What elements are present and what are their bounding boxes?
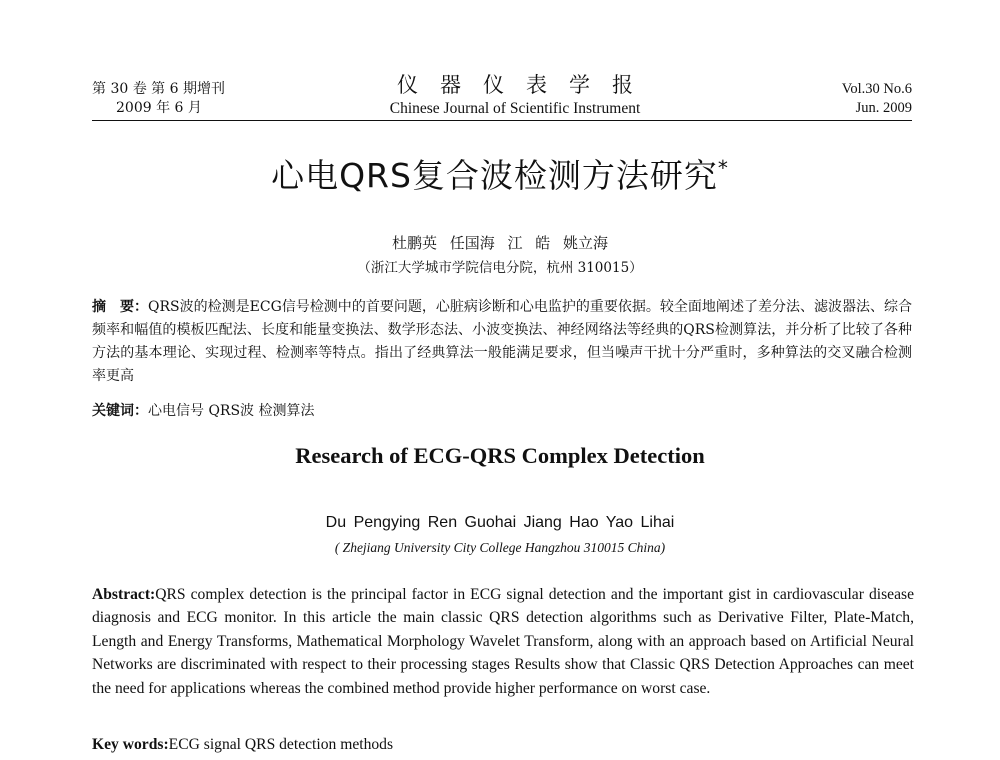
keywords-en [92,736,393,754]
keywords-cn [92,400,315,420]
date-en: Jun. 2009 [855,100,912,116]
abstract-en-label: Abstract: [92,586,156,603]
abstract-cn-label: 摘 要： [92,299,149,315]
keywords-en-label: Key words: [92,736,169,753]
authors-cn: 杜鹏英 任国海 江 皓 姚立海 [391,234,609,252]
authors-en: Du Pengying Ren Guohai Jiang Hao Yao Lihai [325,514,675,531]
affiliation-cn: （浙江大学城市学院信电分院，杭州 310015） [357,260,643,276]
date-cn: 2009 年 6 月 [116,100,202,116]
paper-title-cn [0,150,1000,197]
volume-issue-en: Vol.30 No.6 [841,81,912,97]
header-rule [92,120,912,121]
abstract-cn-text: QRS波的检测是ECG信号检测中的首要问题，心脏病诊断和心电监护的重要依据。较全面地阐述了差分法、滤波器法、综合频率和幅值的模板匹配法、长度和能量变换法、数学形态法、小波变换法、神经网络法等经典的QRS检测算法，并分析了比较了各种方法的基本理论、实现过程、检测率等特点。指出了经典算法一般能满足要求，但当噪声干扰十分严重时，多种算法的交叉融合检测率更高 [92,299,912,384]
keywords-en-text: ECG signal QRS detection methods [168,736,394,753]
header-volume-cn [92,80,225,117]
keywords-cn-text: 心电信号 QRS波 检测算法 [148,403,315,419]
title-footnote-mark: * [717,156,729,180]
volume-issue-cn: 第 30 卷 第 6 期增刊 [92,81,225,97]
paper-title-en: Research of ECG-QRS Complex Detection [295,443,705,468]
title-cn-text: 心电QRS复合波检测方法研究 [271,156,718,195]
abstract-en-text: QRS complex detection is the principal factor in ECG signal detection and the important gist in cardiovascular disease diagnosis and ECG monitor. In this article the main classic QRS detection algorithms such as Derivative Filter, Plate-Match, Length and Energy Transforms, Mathematical Morphology Wavelet Transform, along with an approach based on Artificial Neural Networks are discriminated with respect to their processing stages Results show that Classic QRS Detection Approaches can meet the need for applications whereas the combined method provide higher performance on worst case. [92,586,914,697]
header-volume-en [842,80,912,118]
affiliation-en: ( Zhejiang University City College Hangzhou 310015 China) [334,540,666,555]
abstract-cn [92,296,912,388]
journal-name-cn: 仪器仪表学报 [397,73,655,97]
journal-name-en: Chinese Journal of Scientific Instrument [389,100,641,117]
journal-header [320,72,710,118]
keywords-cn-label: 关键词： [92,403,148,419]
abstract-en [92,583,914,700]
